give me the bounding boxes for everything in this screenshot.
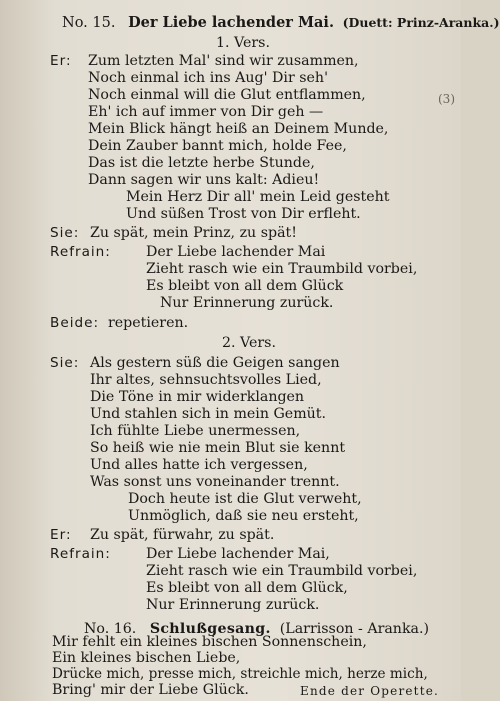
- lyric-line: Dein Zauber bannt mich, holde Fee,: [88, 138, 347, 154]
- refrain-line: Es bleibt von all dem Glück,: [146, 580, 348, 596]
- refrain-line: Zieht rasch wie ein Traumbild vorbei,: [146, 563, 418, 579]
- verse-2-heading: 2. Vers.: [222, 335, 276, 351]
- lyric-line: Mir fehlt ein kleines bischen Sonnenschein,: [52, 634, 367, 650]
- lyric-line: Die Töne in mir widerklangen: [90, 389, 305, 405]
- speaker-beide: Beide:: [50, 315, 100, 331]
- refrain-line: Es bleibt von all dem Glück: [146, 278, 344, 294]
- lyric-line: Dann sagen wir uns kalt: Adieu!: [88, 172, 320, 188]
- lyric-line: So heiß wie nie mein Blut sie kennt: [90, 440, 346, 456]
- lyric-line: Und süßen Trost von Dir erfleht.: [126, 206, 361, 222]
- lyric-line: Zu spät, mein Prinz, zu spät!: [90, 225, 297, 241]
- song-number: No. 15.: [62, 15, 116, 31]
- speaker-sie: Sie:: [50, 355, 80, 371]
- lyric-line: Das ist die letzte herbe Stunde,: [88, 155, 315, 171]
- margin-note: (3): [438, 92, 455, 106]
- lyric-line: Unmöglich, daß sie neu ersteht,: [128, 508, 359, 524]
- lyric-line: Mein Blick hängt heiß an Deinem Munde,: [88, 121, 389, 137]
- song-title: Der Liebe lachender Mai.: [128, 14, 334, 31]
- lyric-line: Noch einmal will die Glut entflammen,: [88, 87, 366, 103]
- song-15-heading: [62, 14, 500, 32]
- refrain-line: Nur Erinnerung zurück.: [146, 597, 320, 613]
- lyric-line: Eh' ich auf immer von Dir geh —: [88, 104, 324, 120]
- lyric-line: Noch einmal ich ins Aug' Dir seh': [88, 70, 328, 86]
- song-number: No. 16.: [84, 621, 137, 637]
- song-cast: (Duett: Prinz-Aranka.): [342, 15, 500, 30]
- lyric-line: Zum letzten Mal' sind wir zusammen,: [88, 53, 359, 69]
- speaker-refrain: Refrain:: [50, 244, 111, 260]
- lyric-line: Ein kleines bischen Liebe,: [52, 650, 241, 666]
- lyric-line: Bring' mir der Liebe Glück.: [52, 682, 249, 698]
- lyric-line: Was sonst uns voneinander trennt.: [90, 474, 340, 490]
- refrain-line: Nur Erinnerung zurück.: [160, 295, 334, 311]
- speaker-refrain: Refrain:: [50, 546, 111, 562]
- speaker-sie: Sie:: [50, 225, 80, 241]
- lyric-line: Ihr altes, sehnsuchtsvolles Lied,: [90, 372, 322, 388]
- lyric-line: Drücke mich, presse mich, streichle mich, herze mich,: [52, 666, 428, 682]
- lyric-line: Und alles hatte ich vergessen,: [90, 457, 308, 473]
- song-title: Schlußgesang.: [149, 621, 271, 637]
- song-cast: (Larrisson - Aranka.): [279, 621, 430, 637]
- lyric-line: Zu spät, fürwahr, zu spät.: [90, 527, 275, 543]
- end-of-operetta: Ende der Operette.: [300, 684, 440, 698]
- refrain-line: Zieht rasch wie ein Traumbild vorbei,: [146, 261, 418, 277]
- refrain-line: Der Liebe lachender Mai: [146, 244, 326, 260]
- lyric-line: Und stahlen sich in mein Gemüt.: [90, 406, 327, 422]
- verse-1-heading: 1. Vers.: [216, 35, 270, 51]
- lyric-line: Als gestern süß die Geigen sangen: [90, 355, 340, 371]
- speaker-er: Er:: [50, 527, 72, 543]
- speaker-er: Er:: [50, 53, 72, 69]
- lyric-line: Mein Herz Dir all' mein Leid gesteht: [126, 189, 390, 205]
- refrain-line: Der Liebe lachender Mai,: [146, 546, 330, 562]
- lyric-line: repetieren.: [108, 315, 189, 331]
- lyric-line: Doch heute ist die Glut verweht,: [128, 491, 362, 507]
- lyric-line: Ich fühlte Liebe unermessen,: [90, 423, 301, 439]
